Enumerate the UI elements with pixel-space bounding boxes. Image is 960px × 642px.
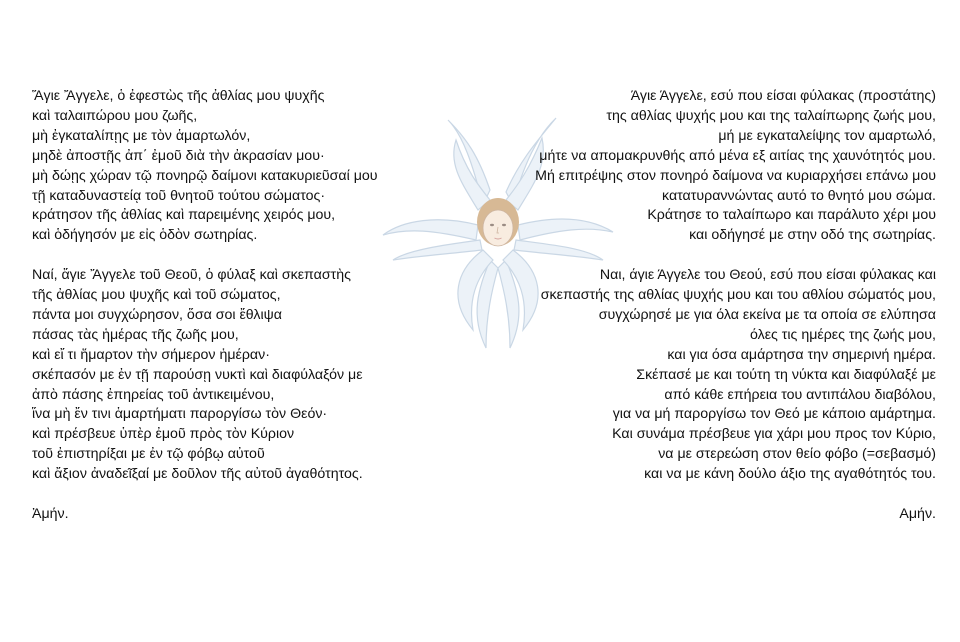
- text-line: για να μή παροργίσω τον Θεό με κάποιο αμάρτημα.: [612, 406, 936, 423]
- text-line: καὶ εἴ τι ἥμαρτον τὴν σήμερον ἡμέραν·: [32, 346, 270, 363]
- text-line: και να με κάνη δούλο άξιο της αγαθότητός του.: [644, 466, 936, 483]
- text-line: τῇ καταδυναστείᾳ τοῦ θνητοῦ τούτου σώματος·: [32, 187, 326, 204]
- text-line: καὶ ὁδήγησόν με εἰς ὁδὸν σωτηρίας.: [32, 227, 258, 244]
- text-line: τῆς ἀθλίας μου ψυχῆς καὶ τοῦ σώματος,: [32, 287, 281, 304]
- text-line: Κράτησε το ταλαίπωρο και παράλυτο χέρι μου: [647, 207, 936, 224]
- text-line: Μή επιτρέψης στον πονηρό δαίμονα να κυριαρχήσει επάνω μου: [535, 167, 936, 184]
- text-line: Ναί, ἅγιε Ἄγγελε τοῦ Θεοῦ, ὁ φύλαξ καὶ σκεπαστὴς: [32, 267, 351, 284]
- text-line: μηδὲ ἀποστῇς ἀπ΄ ἐμοῦ διὰ τὴν ἀκρασίαν μου·: [32, 147, 325, 164]
- ancient-stanza-1: [32, 87, 462, 246]
- ancient-stanza-2: [32, 266, 462, 485]
- text-line: να με στερεώση στον θείο φόβο (=σεβασμό): [658, 446, 936, 463]
- text-line: κράτησον τῆς ἀθλίας καὶ παρειμένης χειρός μου,: [32, 207, 336, 224]
- modern-greek-column: [456, 87, 936, 525]
- text-line: μὴ δώῃς χώραν τῷ πονηρῷ δαίμονι κατακυριεῦσαί μου: [32, 167, 378, 184]
- text-line: κατατυραννώντας αυτό το θνητό μου σώμα.: [662, 187, 936, 204]
- text-line: της αθλίας ψυχής μου και της ταλαίπωρης ζωής μου,: [606, 107, 936, 124]
- text-line: μήτε να απομακρυνθής από μένα εξ αιτίας της χαυνότητός μου.: [539, 147, 936, 164]
- text-line: από κάθε επήρεια του αντιπάλου διαβόλου,: [664, 386, 936, 403]
- text-line: Άγιε Άγγελε, εσύ που είσαι φύλακας (προστάτης): [630, 88, 936, 104]
- text-line: καὶ πρέσβευε ὑπὲρ ἐμοῦ πρὸς τὸν Κύριον: [32, 426, 295, 443]
- text-line: μή με εγκαταλείψης τον αμαρτωλό,: [718, 127, 936, 144]
- text-line: μὴ ἐγκαταλίπῃς με τὸν ἁμαρτωλόν,: [32, 127, 251, 144]
- text-line: καὶ ταλαιπώρου μου ζωῆς,: [32, 107, 198, 124]
- text-line: συγχώρησέ με για όλα εκείνα με τα οποία σε ελύπησα: [598, 306, 936, 323]
- text-line: Και συνάμα πρέσβευε για χάρι μου προς τον Κύριο,: [612, 426, 936, 443]
- ancient-amen: [32, 505, 462, 525]
- text-line: πάσας τὰς ἡμέρας τῆς ζωῆς μου,: [32, 326, 239, 343]
- text-line: καὶ ἄξιον ἀναδεῖξαί με δοῦλον τῆς αὐτοῦ ἀγαθότητος.: [32, 466, 363, 483]
- text-line: ἀπὸ πάσης ἐπηρείας τοῦ ἀντικειμένου,: [32, 386, 275, 403]
- text-line: όλες τις ημέρες της ζωής μου,: [749, 326, 936, 343]
- modern-amen: [456, 505, 936, 525]
- amen-text: Αμήν.: [899, 506, 936, 522]
- text-line: και οδήγησέ με στην οδό της σωτηρίας.: [689, 227, 936, 244]
- text-line: σκεπαστής της αθλίας ψυχής μου και του αθλίου σώματός μου,: [540, 287, 936, 304]
- text-line: Ἅγιε Ἄγγελε, ὁ ἐφεστὼς τῆς ἀθλίας μου ψυχῆς: [32, 88, 325, 104]
- text-line: σκέπασόν με ἐν τῇ παρούσῃ νυκτὶ καὶ διαφύλαξόν με: [32, 366, 363, 383]
- text-line: ἵνα μὴ ἔν τινι ἁμαρτήματι παροργίσω τὸν Θεόν·: [32, 406, 328, 423]
- text-line: πάντα μοι συγχώρησον, ὅσα σοι ἔθλιψα: [32, 306, 282, 323]
- text-line: και για όσα αμάρτησα την σημερινή ημέρα.: [667, 346, 936, 363]
- amen-text: Ἀμήν.: [32, 506, 69, 522]
- modern-stanza-1: [456, 87, 936, 246]
- ancient-greek-column: [32, 87, 462, 525]
- text-line: τοῦ ἐπιστηρίξαι με ἐν τῷ φόβῳ αὐτοῦ: [32, 446, 265, 463]
- text-line: Σκέπασέ με και τούτη τη νύκτα και διαφύλαξέ με: [636, 366, 936, 383]
- text-line: Ναι, άγιε Άγγελε του Θεού, εσύ που είσαι φύλακας και: [599, 267, 936, 284]
- modern-stanza-2: [456, 266, 936, 485]
